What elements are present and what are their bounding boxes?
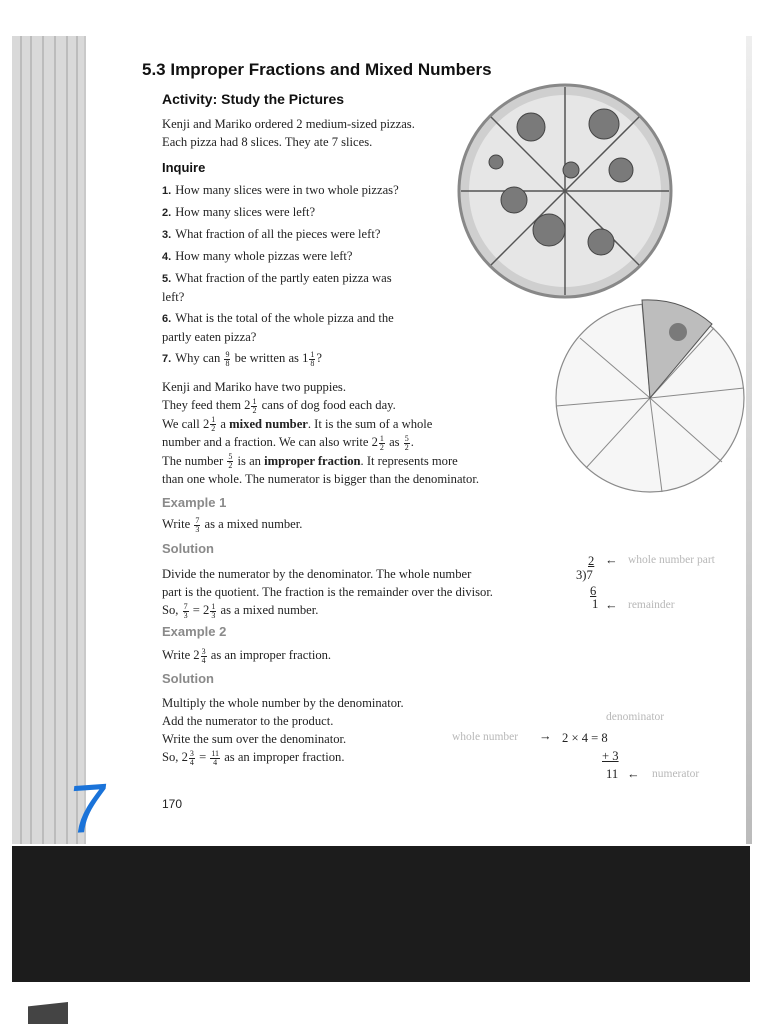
question-item: 6. What is the total of the whole pizza and the partly eaten pizza? [162, 311, 394, 344]
division-bracket: 3)7 [576, 568, 593, 582]
question-item: 2. How many slices were left? [162, 205, 316, 219]
question-item: 5. What fraction of the partly eaten pizza was left? [162, 271, 392, 304]
page-edge-line [20, 36, 22, 844]
page-edge-line [54, 36, 56, 844]
denominator-label: denominator [606, 711, 665, 723]
question-item: 4. How many whole pizzas were left? [162, 249, 353, 263]
multiplication-expression: 2 × 4 = 8 [562, 731, 608, 745]
arrow-left-icon: ← [605, 553, 618, 567]
division-subtract: 6 [590, 584, 597, 598]
example-2-prompt: Write 2 $\frac{3}{4}$ as an improper fraction. [162, 646, 332, 665]
paragraph-line: than one whole. The numerator is bigger than the denominator. [162, 472, 479, 487]
arrow-left-icon: ← [605, 598, 618, 612]
example-2-heading: Example 2 [162, 624, 227, 639]
fraction: $\frac{1}{2}$ [252, 396, 257, 415]
paragraph-line: They feed them 2 $\frac{1}{2}$ cans of dog food each day. [162, 396, 396, 415]
whole-number-label: whole number [452, 731, 519, 743]
fraction: $\frac{5}{2}$ [228, 452, 233, 471]
fraction: $\frac{5}{2}$ [404, 433, 409, 452]
division-quotient: 2 [588, 554, 595, 568]
solution-1-heading: Solution [162, 541, 214, 556]
whole-number-part-label: whole number part [628, 554, 715, 566]
next-page-corner [28, 1002, 68, 1024]
question-item: 3. What fraction of all the pieces were left? [162, 227, 381, 241]
question-item: 1. How many slices were in two whole pizzas? [162, 183, 399, 197]
activity-line: Each pizza had 8 slices. They ate 7 slices. [162, 135, 373, 149]
paragraph-line: number and a fraction. We can also write 2 $\frac{1}{2}$ as $\frac{5}{2}$ . [162, 433, 414, 452]
activity-line: Kenji and Mariko ordered 2 medium-sized pizzas. [162, 117, 415, 131]
page-edge-line [76, 36, 78, 844]
fraction: $\frac{11}{4}$ [211, 748, 220, 767]
activity-heading: Activity: Study the Pictures [162, 91, 345, 107]
fraction: $\frac{1}{3}$ [211, 601, 216, 620]
sum-value: 11 [606, 767, 619, 781]
page-number: 170 [162, 797, 183, 811]
page-edge-line [42, 36, 44, 844]
solution-line: Multiply the whole number by the denominator. [162, 696, 404, 710]
solution-line: part is the quotient. The fraction is the remainder over the divisor. [162, 585, 493, 599]
fraction: $\frac{1}{2}$ [211, 415, 216, 434]
fraction: $\frac{1}{8}$ [310, 349, 315, 368]
fraction: $\frac{7}{3}$ [183, 601, 188, 620]
scan-dark-band [12, 846, 750, 982]
solution-1-text [162, 565, 562, 620]
solution-line: Divide the numerator by the denominator. The whole number [162, 567, 472, 581]
solution-2-heading: Solution [162, 671, 214, 686]
whole-pizza-image [456, 82, 674, 300]
question-item: 7. Why can $\frac{9}{8}$ be written as 1 $\frac{1}{8}$ ? [162, 349, 323, 368]
numerator-label: numerator [652, 768, 700, 780]
page-shadow [84, 36, 86, 844]
handwritten-mark: 7 [65, 769, 109, 849]
fraction: $\frac{3}{4}$ [189, 748, 194, 767]
page-edge-line [30, 36, 32, 844]
partly-eaten-pizza-image [552, 296, 748, 498]
fraction: $\frac{9}{8}$ [225, 349, 230, 368]
solution-2-text [162, 694, 462, 767]
mixed-number-paragraph [162, 378, 552, 488]
solution-line: Write the sum over the denominator. [162, 732, 347, 746]
fraction: $\frac{3}{4}$ [201, 646, 206, 665]
paragraph-line: Kenji and Mariko have two puppies. [162, 380, 346, 394]
fraction: $\frac{7}{3}$ [195, 515, 200, 534]
remainder-label: remainder [628, 599, 675, 611]
division-remainder: 1 [592, 597, 599, 611]
arrow-left-icon: ← [627, 767, 640, 781]
solution-line: Add the numerator to the product. [162, 714, 334, 728]
example-1-prompt: Write $\frac{7}{3}$ as a mixed number. [162, 515, 303, 534]
solution-line: So, 2 $\frac{3}{4}$ = $\frac{11}{4}$ as an improper fraction. [162, 748, 345, 767]
paragraph-line: We call 2 $\frac{1}{2}$ a mixed number. It is the sum of a whole [162, 415, 433, 434]
arrow-right-icon: → [539, 729, 552, 743]
page-edge-line [66, 36, 68, 844]
activity-text [162, 115, 462, 151]
example-1-heading: Example 1 [162, 495, 227, 510]
book-binding [12, 36, 84, 844]
fraction: $\frac{1}{2}$ [379, 433, 384, 452]
inquire-heading: Inquire [162, 160, 206, 175]
solution-line: So, $\frac{7}{3}$ = 2 $\frac{1}{3}$ as a mixed number. [162, 601, 319, 620]
paragraph-line: The number $\frac{5}{2}$ is an improper fraction. It represents more [162, 452, 458, 471]
question-list [162, 181, 452, 371]
page-title: 5.3 Improper Fractions and Mixed Numbers [142, 60, 492, 79]
addition-term: + 3 [602, 749, 619, 763]
